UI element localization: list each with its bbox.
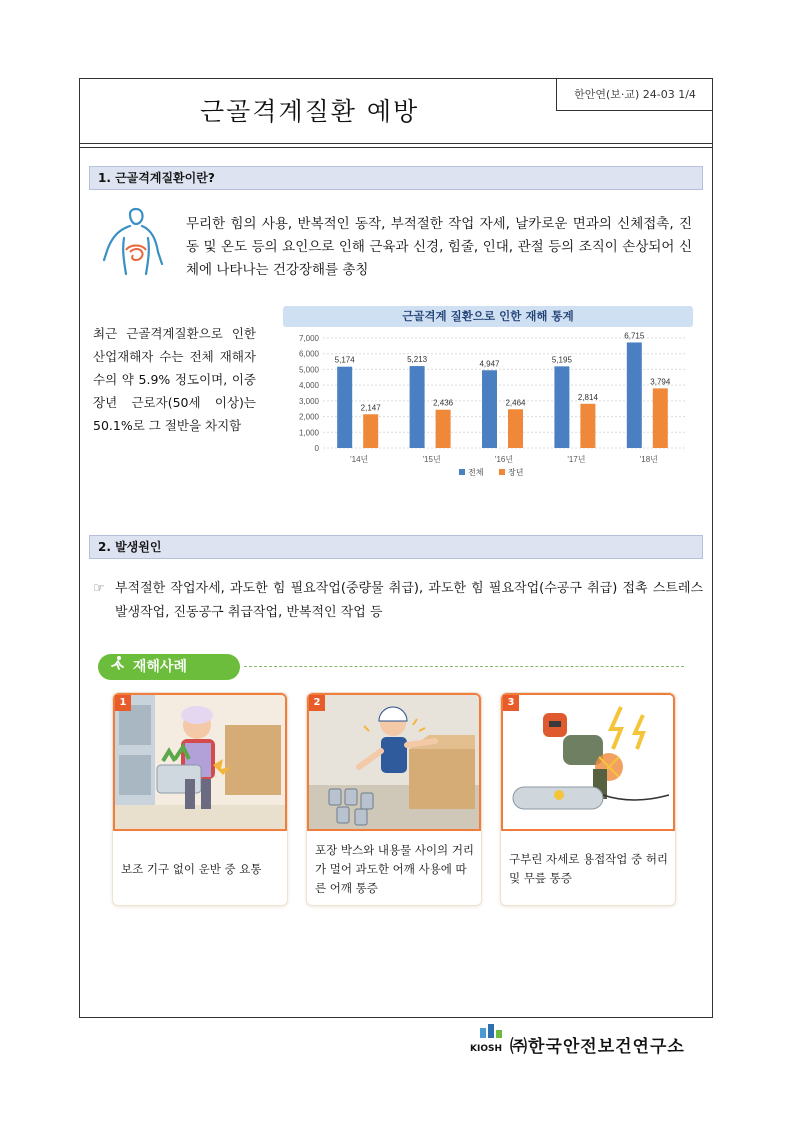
data-label: 2,436 (433, 398, 454, 408)
bar-senior (653, 388, 668, 448)
x-tick-label: '18년 (639, 455, 658, 464)
injury-statistics-chart (283, 306, 693, 482)
footer (470, 1022, 710, 1058)
pointing-hand-icon: ☞ (93, 581, 105, 596)
chart-title: 근골격계 질환으로 인한 재해 통계 (283, 306, 693, 327)
y-tick-label: 1,000 (298, 428, 319, 438)
legend-label: 전체 (468, 468, 484, 477)
kiosh-logo-text: KIOSH (470, 1044, 502, 1054)
bar-total (627, 342, 642, 448)
y-tick-label: 7,000 (298, 334, 319, 343)
data-label: 2,814 (577, 392, 598, 402)
case-number-badge: 1 (115, 695, 131, 711)
legend-label: 장년 (508, 468, 524, 477)
bar-senior (580, 404, 595, 448)
section-heading-causes: 2. 발생원인 (89, 535, 703, 559)
bar-total (337, 367, 352, 448)
bar-total (410, 366, 425, 448)
section-heading-definition: 1. 근골격계질환이란? (89, 166, 703, 190)
data-label: 5,195 (551, 355, 572, 365)
injured-person-icon (110, 654, 128, 680)
bar-senior (363, 414, 378, 448)
y-tick-label: 5,000 (298, 365, 319, 375)
data-label: 3,794 (650, 377, 671, 387)
worker-carrying-heavy-box-illustration (113, 693, 287, 831)
organization-name: ㈜한국안전보건연구소 (510, 1037, 685, 1057)
x-tick-label: '16년 (494, 455, 514, 464)
y-tick-label: 6,000 (298, 349, 319, 359)
data-label: 5,174 (334, 355, 355, 365)
cases-label-text: 재해사례 (132, 659, 187, 675)
case-caption: 포장 박스와 내용물 사이의 거리가 멀어 과도한 어깨 사용에 따른 어깨 통증 (315, 842, 475, 895)
data-label: 2,464 (505, 398, 526, 408)
case-card-2 (306, 692, 482, 906)
case-caption: 구부린 자세로 용접작업 중 허리 및 무릎 통증 (509, 852, 669, 885)
bar-total (482, 370, 497, 448)
causes-text: 부적절한 작업자세, 과도한 힘 필요작업(중량물 취급), 과도한 힘 필요작업(수공구 취급) 접촉 스트레스 발생작업, 진동공구 취급작업, 반복적인 작업 등 (115, 581, 703, 620)
case-number-badge: 3 (503, 695, 519, 711)
data-label: 2,147 (360, 403, 381, 413)
back-pain-body-icon (100, 204, 172, 276)
cases-label (98, 654, 240, 680)
bar-total (554, 366, 569, 448)
statistics-summary-text: 최근 근골격계질환으로 인한 산업재해자 수는 전체 재해자 수의 약 5.9% 정도이며, 이중 장년 근로자(50세 이상)는 50.1%로 그 절반을 차지함 (93, 326, 256, 433)
x-tick-label: '14년 (350, 455, 369, 464)
x-tick-label: '15년 (422, 455, 441, 464)
legend-swatch (459, 469, 465, 475)
chart-plot (283, 330, 693, 482)
worker-packing-cans-illustration (307, 693, 481, 831)
welder-bent-posture-illustration (501, 693, 675, 831)
case-card-1 (112, 692, 288, 906)
data-label: 4,947 (479, 359, 500, 369)
bar-senior (508, 409, 523, 448)
case-card-3 (500, 692, 676, 906)
y-tick-label: 4,000 (298, 381, 319, 391)
document-number: 한안연(보·교) 24-03 1/4 (556, 79, 713, 111)
header-divider-top (79, 143, 713, 144)
definition-text: 무리한 힘의 사용, 반복적인 동작, 부적절한 작업 자세, 날카로운 면과의 신체접촉, 진동 및 온도 등의 요인으로 인해 근육과 신경, 힘줄, 인대, 관절 등의 조직이 손상되어 신체에 나타나는 건강장해를 총칭 (186, 216, 692, 278)
y-tick-label: 2,000 (298, 412, 319, 422)
data-label: 5,213 (407, 355, 428, 365)
case-caption: 보조 기구 없이 운반 중 요통 (121, 861, 262, 876)
x-tick-label: '17년 (567, 455, 586, 464)
legend-swatch (499, 469, 505, 475)
header-divider-bottom (79, 147, 713, 148)
case-number-badge: 2 (309, 695, 325, 711)
y-tick-label: 0 (314, 444, 319, 453)
data-label: 6,715 (624, 331, 645, 341)
page-title: 근골격계질환 예방 (200, 97, 420, 126)
y-tick-label: 3,000 (298, 396, 319, 406)
cases-divider (244, 666, 684, 667)
kiosh-logo-icon (476, 1022, 504, 1044)
causes-block (93, 577, 703, 625)
bar-senior (436, 410, 451, 448)
